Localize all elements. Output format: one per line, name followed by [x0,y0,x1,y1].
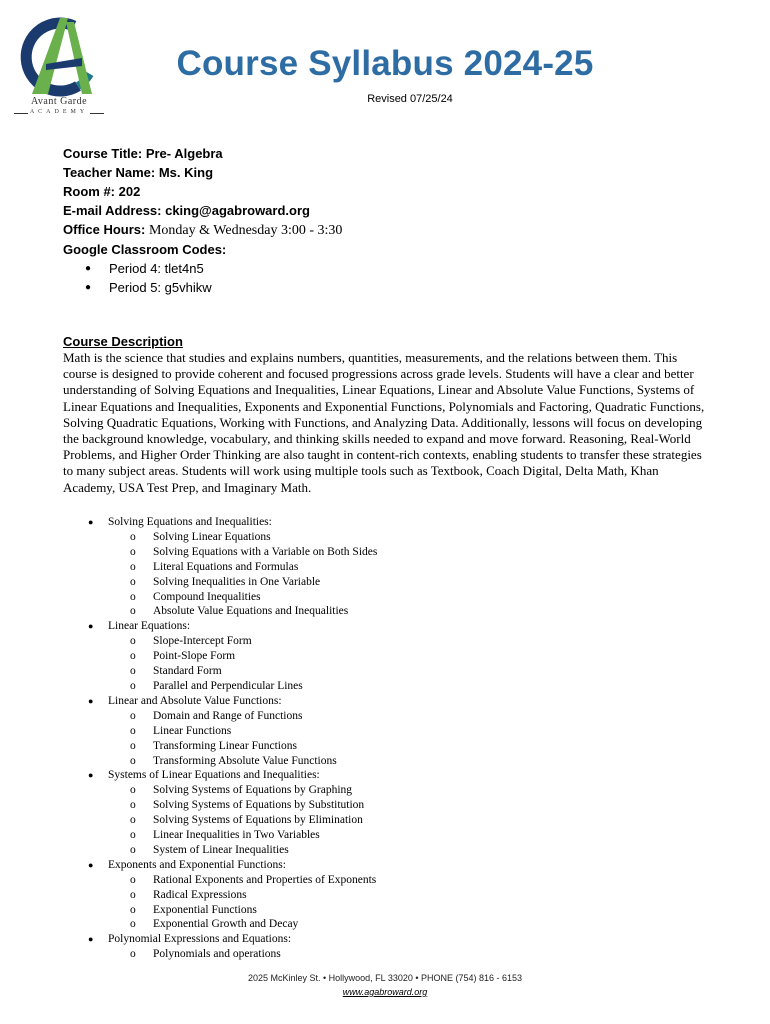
subtopic-text: Standard Form [153,665,222,678]
subtopic-item [130,903,377,918]
subtopic-list [108,709,377,769]
subtopic-item [130,739,377,754]
subtopic-text: Solving Systems of Equations by Graphing [153,784,353,797]
subtopic-item [130,888,377,903]
subtopic-item [130,828,377,843]
subtopic-text: Literal Equations and Formulas [153,560,299,573]
bullet-icon: ● [88,695,94,706]
subtopic-item [130,947,377,962]
office-hours-label: Office Hours: [63,222,146,237]
sub-bullet-icon: o [130,754,136,767]
subtopic-item [130,545,377,560]
subtopic-item [130,590,377,605]
sub-bullet-icon: o [130,724,136,737]
email-address[interactable]: E-mail Address: cking@agabroward.org [63,203,310,218]
topic-title: Linear and Absolute Value Functions: [108,694,282,707]
topic-item [88,858,377,933]
subtopic-item [130,530,377,545]
subtopic-text: Linear Inequalities in Two Variables [153,829,320,842]
subtopic-list [108,947,377,962]
bullet-icon: ● [88,770,94,781]
sub-bullet-icon: o [130,530,136,543]
subtopic-item [130,575,377,590]
subtopic-list [108,634,377,694]
topic-title: Exponents and Exponential Functions: [108,858,286,871]
subtopic-item [130,813,377,828]
topic-item [88,619,377,694]
subtopic-item [130,634,377,649]
logo-rule-right [90,113,104,114]
classroom-codes-list [63,259,342,297]
subtopic-text: Point-Slope Form [153,650,236,663]
subtopic-text: Solving Systems of Equations by Substitution [153,799,365,812]
topic-title: Solving Equations and Inequalities: [108,516,272,528]
subtopic-item [130,560,377,575]
sub-bullet-icon: o [130,799,136,812]
course-description-text: Math is the science that studies and explains numbers, quantities, measurements, and the relations between them. This course is designed to provide coherent and focused progressions across grade levels. Students will have a clear and better understanding of Solving Equations and Inequalities, Linear Equations, Linear and Absolute Value Functions, Systems of Linear Equations and Inequalities, Exponents and Exponential Functions, Polynomials and Factoring, Quadratic Functions, Solving Quadratic Equations, Working with Functions, and Analyzing Data. Additionally, lessons will focus on developing the background knowledge, vocabulary, and thinking skills needed to expand and move forward. Reasoning, Real-World Problems, and Higher Order Thinking are also taught in content-rich contexts, enabling students to transfer these strategies to many subject areas. Students will work using multiple tools such as Textbook, Coach Digital, Delta Math, Khan Academy, USA Test Prep, and Imaginary Math. [63,350,705,495]
subtopic-text: Exponential Growth and Decay [153,918,299,931]
office-hours-value: Monday & Wednesday 3:00 - 3:30 [148,223,343,238]
revised-date: Revised 07/25/24 [367,93,453,105]
subtopic-item [130,798,377,813]
subtopic-text: System of Linear Inequalities [153,843,289,856]
subtopic-item [130,843,377,858]
footer-address: 2025 McKinley St. • Hollywood, FL 33020 • PHONE (754) 816 - 6153 [247,973,523,983]
sub-bullet-icon: o [130,918,136,931]
subtopic-text: Solving Equations with a Variable on Both Sides [153,545,378,558]
room-number: Room #: 202 [63,184,141,199]
subtopic-item [130,649,377,664]
subtopic-text: Slope-Intercept Form [153,635,252,648]
subtopic-item [130,664,377,679]
sub-bullet-icon: o [130,545,136,558]
topic-item [88,694,377,769]
subtopic-item [130,873,377,888]
sub-bullet-icon: o [130,784,136,797]
subtopic-text: Solving Linear Equations [153,530,271,543]
sub-bullet-icon: o [130,829,136,842]
footer-website-link[interactable]: www.agabroward.org [342,987,428,997]
sub-bullet-icon: o [130,560,136,573]
classroom-code-item: ● Period 5: g5vhikw [85,278,342,297]
classroom-codes-label: Google Classroom Codes: [63,242,227,257]
page-title: Course Syllabus 2024-25 [176,44,594,83]
subtopic-text: Polynomials and operations [153,948,281,961]
sub-bullet-icon: o [130,590,136,603]
bullet-icon: ● [88,621,94,632]
sub-bullet-icon: o [130,605,136,618]
subtopic-item [130,604,377,619]
subtopic-text: Absolute Value Equations and Inequalities [153,605,349,618]
logo-name: Avant Garde [30,96,88,107]
subtopic-text: Exponential Functions [153,903,257,916]
topic-title: Polynomial Expressions and Equations: [108,933,292,946]
teacher-name: Teacher Name: Ms. King [63,165,214,180]
sub-bullet-icon: o [130,679,136,692]
subtopic-text: Solving Systems of Equations by Elimination [153,814,363,827]
topic-item [88,515,377,619]
course-info [63,144,342,297]
sub-bullet-icon: o [130,843,136,856]
subtopic-text: Transforming Linear Functions [153,739,297,752]
subtopic-list [108,783,377,858]
sub-bullet-icon: o [130,575,136,588]
topic-item [88,768,377,857]
subtopic-item [130,783,377,798]
subtopic-text: Rational Exponents and Properties of Exponents [153,873,377,886]
sub-bullet-icon: o [130,739,136,752]
sub-bullet-icon: o [130,709,136,722]
sub-bullet-icon: o [130,948,136,961]
classroom-code-item: ● Period 4: tlet4n5 [85,259,342,278]
subtopic-text: Transforming Absolute Value Functions [153,754,337,767]
subtopic-text: Radical Expressions [153,888,247,901]
sub-bullet-icon: o [130,650,136,663]
bullet-icon: ● [88,517,94,527]
subtopic-text: Compound Inequalities [153,590,261,603]
logo-subtitle: ACADEMY [29,109,89,115]
office-hours [63,220,342,240]
subtopic-item [130,754,377,769]
topic-item [88,932,377,962]
topics-list [88,515,377,962]
sub-bullet-icon: o [130,635,136,648]
subtopic-text: Linear Functions [153,724,232,737]
subtopic-text: Domain and Range of Functions [153,709,303,722]
sub-bullet-icon: o [130,873,136,886]
subtopic-item [130,724,377,739]
course-description-heading: Course Description [63,334,183,349]
subtopic-item [130,679,377,694]
subtopic-item [130,917,377,932]
subtopic-list [108,530,377,619]
bullet-icon: ● [88,934,94,945]
subtopic-text: Solving Inequalities in One Variable [153,575,321,588]
course-title: Course Title: Pre- Algebra [63,146,223,161]
topic-title: Linear Equations: [108,620,191,633]
sub-bullet-icon: o [130,888,136,901]
sub-bullet-icon: o [130,903,136,916]
subtopic-list [108,873,377,933]
subtopic-item [130,709,377,724]
sub-bullet-icon: o [130,814,136,827]
topic-title: Systems of Linear Equations and Inequalities: [108,769,320,782]
subtopic-text: Parallel and Perpendicular Lines [153,679,303,692]
sub-bullet-icon: o [130,665,136,678]
bullet-icon: ● [88,859,94,870]
